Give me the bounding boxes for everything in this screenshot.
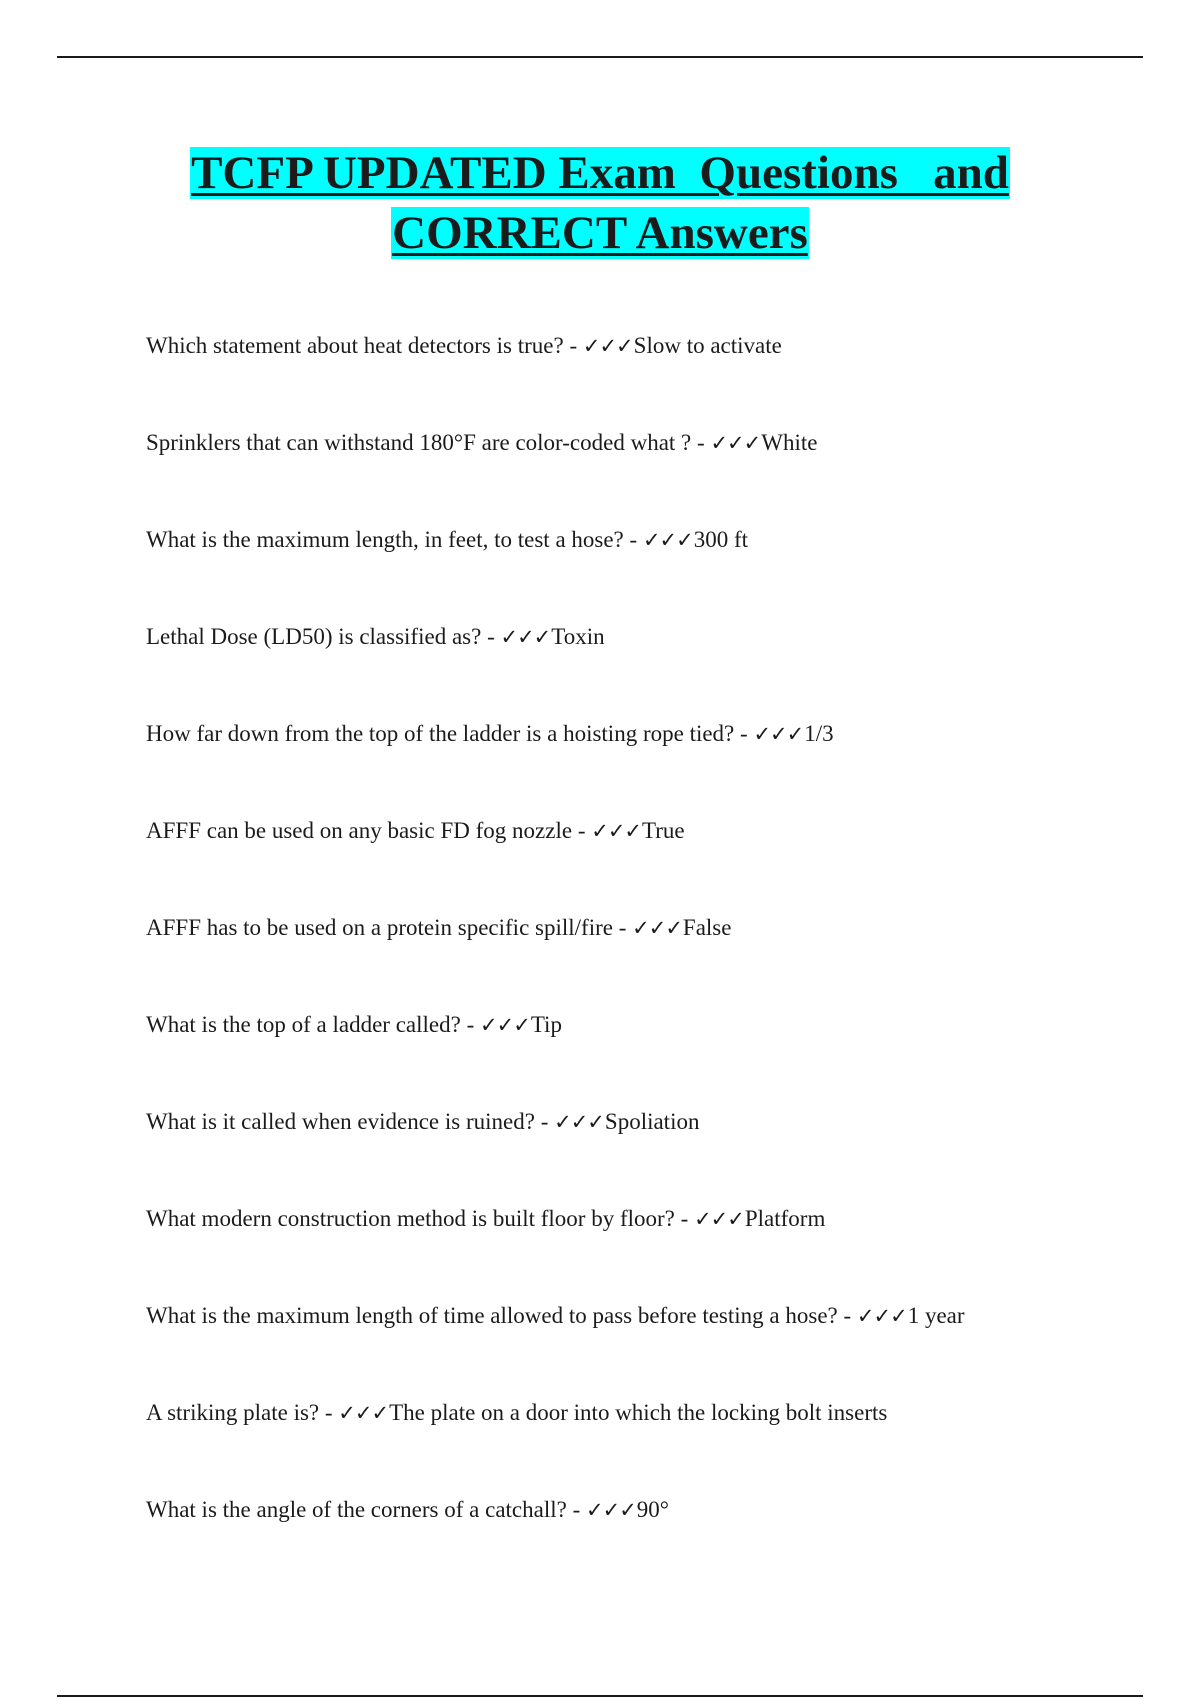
separator: - [563,333,583,358]
question-text: What is the top of a ladder called? [146,1012,461,1037]
question-text: Sprinklers that can withstand 180°F are color-coded what ? [146,430,692,455]
question-text: What is the angle of the corners of a catchall? [146,1497,567,1522]
qa-item-2 [146,423,1146,520]
separator: - [534,1109,555,1134]
separator: - [566,1497,586,1522]
qa-item-7 [146,908,1146,1005]
separator: - [460,1012,481,1037]
check-marks-icon: ✓✓✓ [642,528,693,552]
qa-item-10 [146,1199,1146,1296]
question-text: Which statement about heat detectors is true? [146,333,564,358]
answer-text: Slow to activate [633,333,782,358]
answer-text: True [642,818,685,843]
separator: - [481,624,501,649]
check-marks-icon: ✓✓✓ [554,1110,604,1134]
top-rule [57,56,1143,58]
qa-item-1 [146,326,1146,423]
bottom-rule [57,1695,1143,1697]
qa-list [146,326,1146,1587]
check-marks-icon: ✓✓✓ [582,334,633,358]
separator: - [319,1400,339,1425]
question-text: How far down from the top of the ladder is a hoisting rope tied? [146,721,735,746]
qa-item-6 [146,811,1146,908]
question-text: AFFF can be used on any basic FD fog nozzle [146,818,573,843]
qa-item-9 [146,1102,1146,1199]
separator: - [572,818,592,843]
title-line-1 [0,143,1200,203]
qa-item-3 [146,520,1146,617]
qa-item-11 [146,1296,1146,1393]
title-text-1: TCFP UPDATED Exam Questions and [191,147,1009,199]
check-marks-icon: ✓✓✓ [338,1401,389,1425]
question-text: What is it called when evidence is ruined? [146,1109,535,1134]
answer-text: Spoliation [604,1109,700,1134]
answer-text: False [682,915,732,940]
check-marks-icon: ✓✓✓ [500,625,551,649]
question-text: What modern construction method is built floor by floor? [146,1206,675,1231]
title-text-2: CORRECT Answers [392,207,808,259]
check-marks-icon: ✓✓✓ [632,916,682,940]
answer-text: Platform [744,1206,826,1231]
answer-text: 90° [636,1497,669,1522]
document-title [0,143,1200,263]
answer-text: 1/3 [804,721,834,746]
check-marks-icon: ✓✓✓ [710,431,761,455]
qa-item-5 [146,714,1146,811]
answer-text: 1 year [907,1303,965,1328]
answer-text: Toxin [551,624,605,649]
separator: - [691,430,711,455]
question-text: A striking plate is? [146,1400,320,1425]
separator: - [674,1206,695,1231]
separator: - [623,527,643,552]
check-marks-icon: ✓✓✓ [586,1498,636,1522]
answer-text: White [761,430,818,455]
question-text: Lethal Dose (LD50) is classified as? [146,624,482,649]
qa-item-4 [146,617,1146,714]
qa-item-8 [146,1005,1146,1102]
title-line-2 [0,203,1200,263]
check-marks-icon: ✓✓✓ [753,722,804,746]
check-marks-icon: ✓✓✓ [480,1013,530,1037]
question-text: What is the maximum length of time allowed to pass before testing a hose? [146,1303,838,1328]
answer-text: The plate on a door into which the locking bolt inserts [389,1400,888,1425]
check-marks-icon: ✓✓✓ [694,1207,744,1231]
answer-text: 300 ft [693,527,749,552]
question-text: What is the maximum length, in feet, to test a hose? [146,527,624,552]
answer-text: Tip [530,1012,562,1037]
separator: - [837,1303,857,1328]
check-marks-icon: ✓✓✓ [591,819,642,843]
separator: - [612,915,633,940]
check-marks-icon: ✓✓✓ [856,1304,907,1328]
qa-item-13 [146,1490,1146,1587]
separator: - [734,721,754,746]
qa-item-12 [146,1393,1146,1490]
question-text: AFFF has to be used on a protein specific spill/fire [146,915,613,940]
